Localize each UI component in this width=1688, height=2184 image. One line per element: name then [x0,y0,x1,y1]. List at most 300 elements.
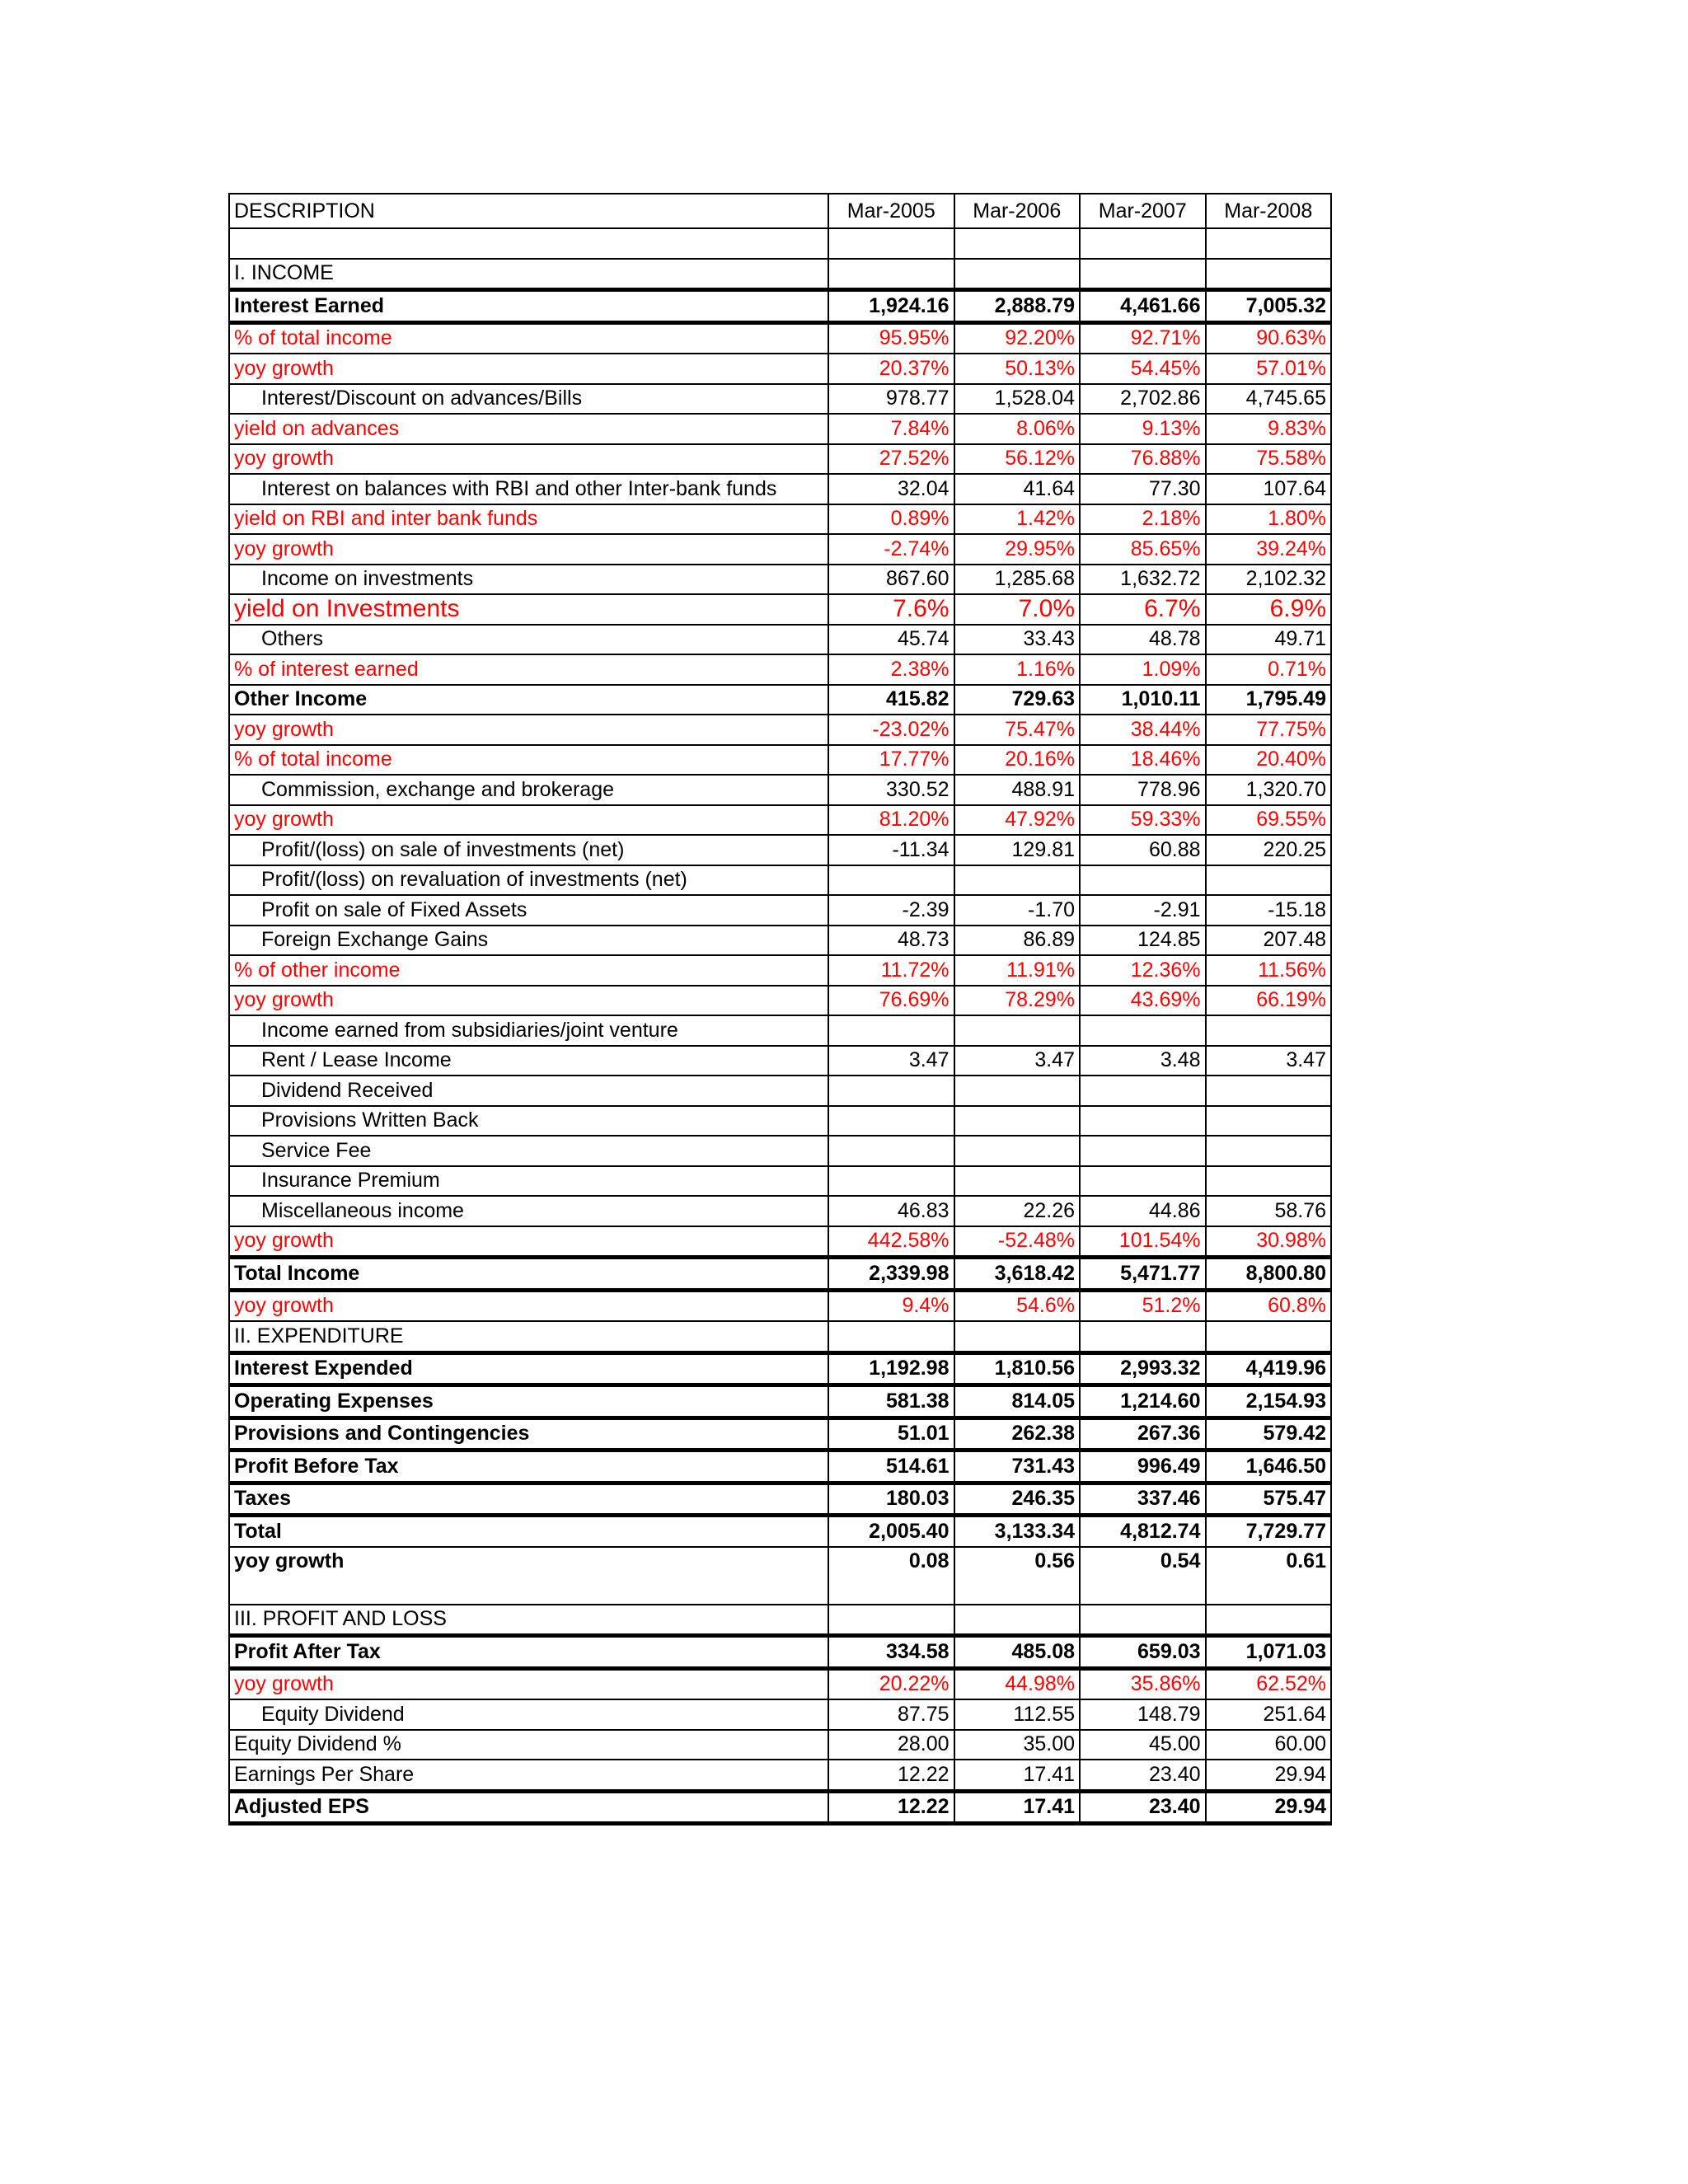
row-value: 579.42 [1206,1418,1332,1451]
row-value: 0.61 [1206,1547,1332,1605]
table-row [229,1136,1331,1166]
row-value: 4,461.66 [1080,290,1206,323]
row-value [828,865,954,896]
row-value [828,1015,954,1046]
table-row [229,1483,1331,1516]
row-value [1206,1321,1332,1352]
row-value: 4,745.65 [1206,384,1332,415]
row-value: 41.64 [954,474,1081,504]
row-value: 867.60 [828,565,954,595]
row-value: -2.39 [828,895,954,926]
row-value [1206,1605,1332,1636]
header-row [229,194,1331,228]
row-value: -2.91 [1080,895,1206,926]
row-value [1080,1015,1206,1046]
row-value: 45.74 [828,625,954,655]
financial-table [228,193,1330,1825]
row-label: Interest Earned [229,290,828,323]
row-value: 85.65% [1080,534,1206,565]
row-value: 2,993.32 [1080,1352,1206,1385]
row-value: 87.75 [828,1699,954,1730]
row-value: 17.41 [954,1760,1081,1791]
row-value: -1.70 [954,895,1081,926]
table-row [229,926,1331,956]
table-row [229,259,1331,290]
row-value: 29.95% [954,534,1081,565]
row-value: 81.20% [828,805,954,836]
row-value: 8.06% [954,414,1081,444]
table-row [229,1451,1331,1483]
income-statement-table [228,193,1332,1825]
row-value: 1,320.70 [1206,775,1332,805]
row-value [1080,1605,1206,1636]
row-label: yoy growth [229,1290,828,1321]
table-row [229,685,1331,715]
header-description: DESCRIPTION [229,194,828,228]
row-value: 51.01 [828,1418,954,1451]
table-row [229,1636,1331,1669]
row-value: 488.91 [954,775,1081,805]
row-value: 46.83 [828,1196,954,1226]
row-label: Provisions and Contingencies [229,1418,828,1451]
table-row [229,1352,1331,1385]
row-value: 48.73 [828,926,954,956]
row-value: 29.94 [1206,1760,1332,1791]
row-value: 12.36% [1080,955,1206,986]
row-value: 28.00 [828,1730,954,1760]
header-mar-2005: Mar-2005 [828,194,954,228]
row-value: 62.52% [1206,1668,1332,1699]
row-label: Taxes [229,1483,828,1516]
row-value [828,1605,954,1636]
row-value: 54.45% [1080,354,1206,384]
row-value: 58.76 [1206,1196,1332,1226]
row-value: 76.88% [1080,444,1206,475]
row-value: 11.91% [954,955,1081,986]
row-value: 778.96 [1080,775,1206,805]
row-label: Miscellaneous income [229,1196,828,1226]
row-value: 86.89 [954,926,1081,956]
row-value: 334.58 [828,1636,954,1669]
row-value: 7,729.77 [1206,1516,1332,1547]
row-value [954,1166,1081,1197]
row-value: 814.05 [954,1385,1081,1418]
row-value [1080,1076,1206,1106]
table-row [229,1046,1331,1076]
row-value [1080,1136,1206,1166]
row-value: 124.85 [1080,926,1206,956]
row-value: 1,924.16 [828,290,954,323]
row-label: Earnings Per Share [229,1760,828,1791]
row-value [1080,259,1206,290]
row-value [828,228,954,259]
row-value: 75.58% [1206,444,1332,475]
row-value: 3.47 [828,1046,954,1076]
row-value: 33.43 [954,625,1081,655]
row-value: 35.00 [954,1730,1081,1760]
row-value: 4,419.96 [1206,1352,1332,1385]
table-row [229,534,1331,565]
table-row [229,805,1331,836]
row-value: 11.56% [1206,955,1332,986]
row-label: I. INCOME [229,259,828,290]
row-value: 978.77 [828,384,954,415]
row-value: 3.48 [1080,1046,1206,1076]
row-label: Profit Before Tax [229,1451,828,1483]
row-value: -23.02% [828,715,954,745]
row-label: Total [229,1516,828,1547]
row-value: 267.36 [1080,1418,1206,1451]
row-value: 2,339.98 [828,1258,954,1291]
table-row [229,1699,1331,1730]
table-row [229,654,1331,685]
table-row [229,1076,1331,1106]
row-value [1206,865,1332,896]
row-value: 66.19% [1206,986,1332,1016]
row-value [828,1321,954,1352]
row-value: 23.40 [1080,1791,1206,1824]
table-row [229,1547,1331,1605]
table-row [229,1290,1331,1321]
row-label: yield on advances [229,414,828,444]
row-value [1206,228,1332,259]
row-value: 5,471.77 [1080,1258,1206,1291]
row-value: 1,632.72 [1080,565,1206,595]
row-value [954,1605,1081,1636]
row-value: -2.74% [828,534,954,565]
row-label: Others [229,625,828,655]
row-value [954,259,1081,290]
row-value: 77.75% [1206,715,1332,745]
row-value: 11.72% [828,955,954,986]
row-value: 112.55 [954,1699,1081,1730]
row-value: 38.44% [1080,715,1206,745]
row-value: 12.22 [828,1760,954,1791]
row-value: 3,133.34 [954,1516,1081,1547]
row-label: Foreign Exchange Gains [229,926,828,956]
row-value: 3.47 [954,1046,1081,1076]
table-row [229,1668,1331,1699]
row-value: 51.2% [1080,1290,1206,1321]
table-row [229,1730,1331,1760]
row-value: 50.13% [954,354,1081,384]
table-row [229,1106,1331,1137]
row-value: 9.4% [828,1290,954,1321]
row-value: -11.34 [828,835,954,865]
table-row [229,835,1331,865]
table-row [229,986,1331,1016]
row-value: 48.78 [1080,625,1206,655]
table-row [229,1196,1331,1226]
table-row [229,865,1331,896]
row-label: % of total income [229,745,828,776]
table-row [229,1791,1331,1824]
row-value: 75.47% [954,715,1081,745]
table-row [229,474,1331,504]
row-value: 27.52% [828,444,954,475]
row-value [1080,228,1206,259]
row-label: yoy growth [229,1668,828,1699]
row-label: % of interest earned [229,654,828,685]
row-label: Commission, exchange and brokerage [229,775,828,805]
row-value: 20.16% [954,745,1081,776]
row-value [1080,1321,1206,1352]
row-value: 2.38% [828,654,954,685]
row-value: 1.09% [1080,654,1206,685]
row-value: 485.08 [954,1636,1081,1669]
row-value: 1,010.11 [1080,685,1206,715]
table-row [229,1321,1331,1352]
row-label: yoy growth [229,1226,828,1258]
row-value [954,1106,1081,1137]
table-row [229,895,1331,926]
table-row [229,594,1331,625]
row-value: 76.69% [828,986,954,1016]
row-value [954,228,1081,259]
row-value: 107.64 [1206,474,1332,504]
row-value: 32.04 [828,474,954,504]
row-value: 7.84% [828,414,954,444]
row-label: Income earned from subsidiaries/joint venture [229,1015,828,1046]
row-value: 996.49 [1080,1451,1206,1483]
row-value: 262.38 [954,1418,1081,1451]
row-value: 54.6% [954,1290,1081,1321]
row-value: 78.29% [954,986,1081,1016]
table-row [229,1385,1331,1418]
row-value: 1,192.98 [828,1352,954,1385]
row-label: III. PROFIT AND LOSS [229,1605,828,1636]
row-label: Operating Expenses [229,1385,828,1418]
table-row [229,775,1331,805]
table-row [229,955,1331,986]
table-row [229,1760,1331,1791]
row-value: 90.63% [1206,322,1332,354]
header-mar-2006: Mar-2006 [954,194,1081,228]
row-value: 246.35 [954,1483,1081,1516]
row-label [229,228,828,259]
row-value: 17.41 [954,1791,1081,1824]
row-value: 2,102.32 [1206,565,1332,595]
table-row [229,384,1331,415]
row-value: 60.8% [1206,1290,1332,1321]
row-value: 9.13% [1080,414,1206,444]
row-value: 2.18% [1080,504,1206,535]
row-value [954,1015,1081,1046]
row-value: 1,528.04 [954,384,1081,415]
row-value: 92.20% [954,322,1081,354]
row-value: 1,071.03 [1206,1636,1332,1669]
row-value: 1,810.56 [954,1352,1081,1385]
table-row [229,444,1331,475]
row-value [828,1076,954,1106]
row-value [954,1136,1081,1166]
row-label: Interest/Discount on advances/Bills [229,384,828,415]
row-value: 101.54% [1080,1226,1206,1258]
row-label: yield on RBI and inter bank funds [229,504,828,535]
row-value [1080,1106,1206,1137]
table-row [229,354,1331,384]
row-value: 1.16% [954,654,1081,685]
row-value: 60.00 [1206,1730,1332,1760]
row-value: 0.71% [1206,654,1332,685]
table-row [229,1226,1331,1258]
table-row [229,290,1331,323]
row-value: 44.86 [1080,1196,1206,1226]
row-value: 29.94 [1206,1791,1332,1824]
table-row [229,625,1331,655]
row-value: 3.47 [1206,1046,1332,1076]
row-value: 180.03 [828,1483,954,1516]
row-value: 6.9% [1206,594,1332,625]
header-mar-2008: Mar-2008 [1206,194,1332,228]
row-value: 60.88 [1080,835,1206,865]
row-value: 57.01% [1206,354,1332,384]
row-label: Interest Expended [229,1352,828,1385]
row-value: 59.33% [1080,805,1206,836]
row-label: yoy growth [229,805,828,836]
row-label: Profit After Tax [229,1636,828,1669]
row-label: yoy growth [229,1547,828,1605]
row-value [1206,1076,1332,1106]
row-value: 7,005.32 [1206,290,1332,323]
header-mar-2007: Mar-2007 [1080,194,1206,228]
row-value: 92.71% [1080,322,1206,354]
row-label: Adjusted EPS [229,1791,828,1824]
row-value: 77.30 [1080,474,1206,504]
table-body [229,228,1331,1824]
table-row [229,1516,1331,1547]
row-value: 251.64 [1206,1699,1332,1730]
table-row [229,565,1331,595]
table-row [229,414,1331,444]
row-value: 6.7% [1080,594,1206,625]
row-label: Equity Dividend [229,1699,828,1730]
row-label: Profit on sale of Fixed Assets [229,895,828,926]
row-value: 129.81 [954,835,1081,865]
row-value: 514.61 [828,1451,954,1483]
table-row [229,228,1331,259]
row-value [1206,1015,1332,1046]
row-value [1080,865,1206,896]
row-value: 330.52 [828,775,954,805]
row-value [954,1321,1081,1352]
row-label: Dividend Received [229,1076,828,1106]
row-value: 1.80% [1206,504,1332,535]
row-value: 1,646.50 [1206,1451,1332,1483]
row-label: Profit/(loss) on revaluation of investments (net) [229,865,828,896]
row-label: yoy growth [229,715,828,745]
row-value: 3,618.42 [954,1258,1081,1291]
row-value: 9.83% [1206,414,1332,444]
row-value: 69.55% [1206,805,1332,836]
row-value [1080,1166,1206,1197]
row-value: 581.38 [828,1385,954,1418]
row-value [1206,1106,1332,1137]
row-label: Interest on balances with RBI and other Inter-bank funds [229,474,828,504]
row-label: yoy growth [229,354,828,384]
row-value: 731.43 [954,1451,1081,1483]
row-value: 148.79 [1080,1699,1206,1730]
row-value: 4,812.74 [1080,1516,1206,1547]
row-label: yield on Investments [229,594,828,625]
row-value [1206,1166,1332,1197]
row-value: 22.26 [954,1196,1081,1226]
row-label: Total Income [229,1258,828,1291]
row-value [954,1076,1081,1106]
row-label: Other Income [229,685,828,715]
row-value: 337.46 [1080,1483,1206,1516]
row-label: Provisions Written Back [229,1106,828,1137]
row-value: 12.22 [828,1791,954,1824]
row-label: Income on investments [229,565,828,595]
row-value: -52.48% [954,1226,1081,1258]
row-value: 35.86% [1080,1668,1206,1699]
row-label: yoy growth [229,986,828,1016]
row-value: 442.58% [828,1226,954,1258]
row-value: 659.03 [1080,1636,1206,1669]
row-value: 2,702.86 [1080,384,1206,415]
row-value: 47.92% [954,805,1081,836]
row-value [828,1166,954,1197]
row-value: 20.37% [828,354,954,384]
row-value: 0.89% [828,504,954,535]
table-row [229,1015,1331,1046]
row-value: 44.98% [954,1668,1081,1699]
row-label: yoy growth [229,444,828,475]
table-row [229,1605,1331,1636]
row-value: 39.24% [1206,534,1332,565]
row-value: 1,795.49 [1206,685,1332,715]
row-value [1206,1136,1332,1166]
row-value: 1,214.60 [1080,1385,1206,1418]
row-value: 49.71 [1206,625,1332,655]
row-value [828,259,954,290]
row-label: % of total income [229,322,828,354]
row-value: 207.48 [1206,926,1332,956]
row-label: Equity Dividend % [229,1730,828,1760]
row-value: 7.0% [954,594,1081,625]
row-value: 30.98% [1206,1226,1332,1258]
row-value: 2,154.93 [1206,1385,1332,1418]
row-value: 17.77% [828,745,954,776]
row-value [954,865,1081,896]
row-value: 0.08 [828,1547,954,1605]
table-row [229,504,1331,535]
row-value: 8,800.80 [1206,1258,1332,1291]
row-value: 20.22% [828,1668,954,1699]
row-value: 1,285.68 [954,565,1081,595]
row-value: -15.18 [1206,895,1332,926]
row-value: 415.82 [828,685,954,715]
row-label: % of other income [229,955,828,986]
row-value: 729.63 [954,685,1081,715]
row-label: Insurance Premium [229,1166,828,1197]
row-value: 20.40% [1206,745,1332,776]
table-row [229,715,1331,745]
row-value: 43.69% [1080,986,1206,1016]
row-label: yoy growth [229,534,828,565]
table-row [229,745,1331,776]
table-row [229,1166,1331,1197]
row-value: 18.46% [1080,745,1206,776]
row-value: 23.40 [1080,1760,1206,1791]
row-value [828,1136,954,1166]
row-label: II. EXPENDITURE [229,1321,828,1352]
row-value: 2,888.79 [954,290,1081,323]
table-row [229,1258,1331,1291]
row-value: 1.42% [954,504,1081,535]
row-value: 95.95% [828,322,954,354]
